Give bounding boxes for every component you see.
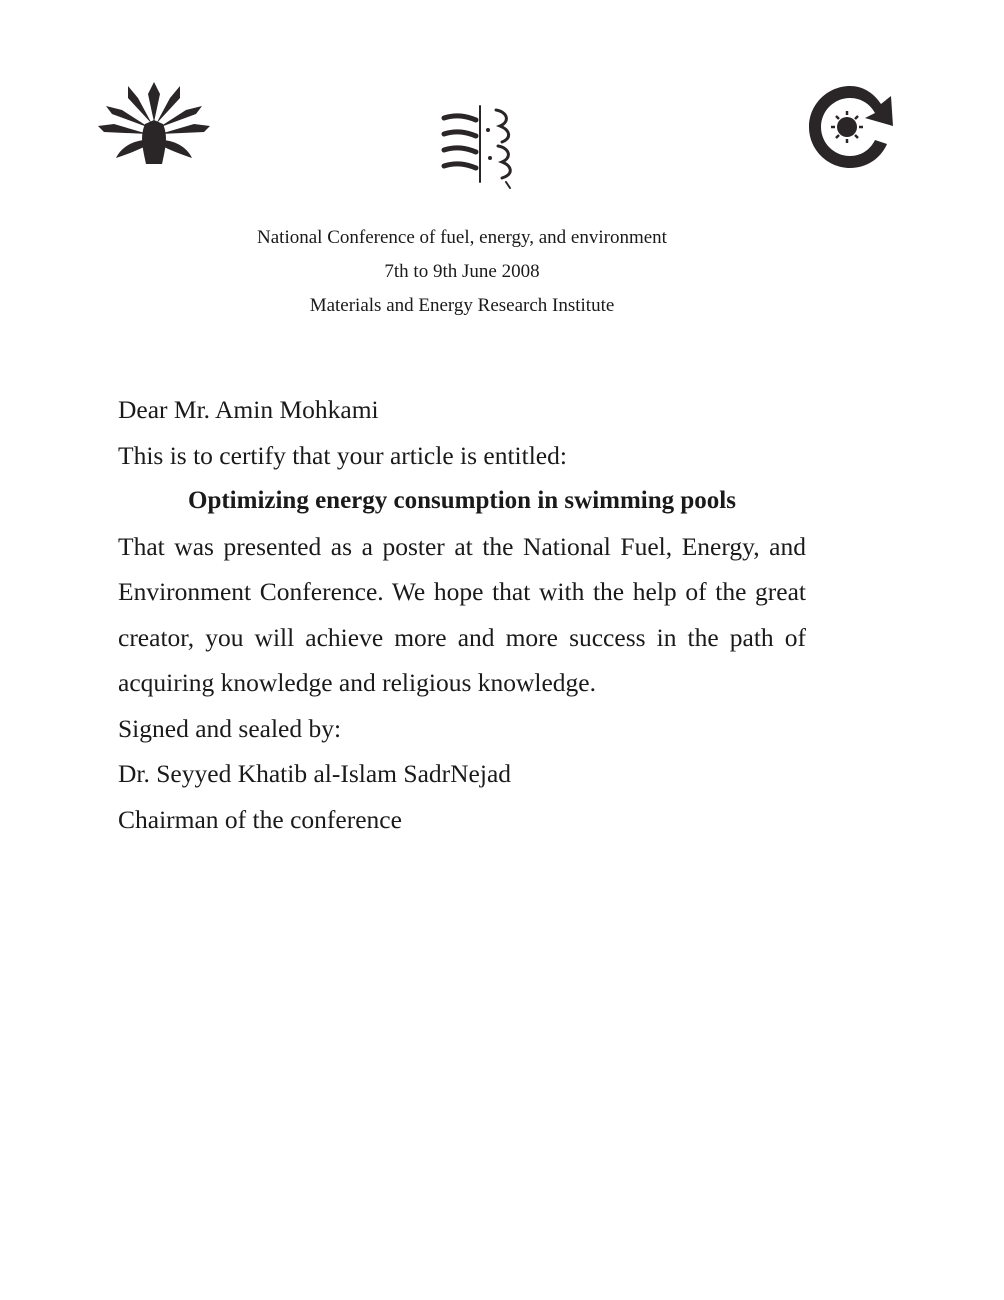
letter-body: That was presented as a poster at the National Fuel, Energy, and Environment Conference. We hope that with the help of the great creator, you will achieve more and more success in the path of acquiring knowledge and religious knowledge. xyxy=(118,531,806,697)
conference-dates: 7th to 9th June 2008 xyxy=(384,261,540,282)
calligraphy-emblem-icon xyxy=(436,102,530,192)
signatory-name: Dr. Seyyed Khatib al-Islam SadrNejad xyxy=(118,759,512,788)
signatory-role: Chairman of the conference xyxy=(118,804,402,834)
circular-arrow-seal-icon xyxy=(803,80,897,174)
certification-intro: This is to certify that your article is entitled: xyxy=(118,440,567,470)
article-title: Optimizing energy consumption in swimming pools xyxy=(188,487,736,514)
salutation: Dear Mr. Amin Mohkami xyxy=(118,395,379,424)
institute-name: Materials and Energy Research Institute xyxy=(309,295,615,316)
signed-by-label: Signed and sealed by: xyxy=(118,713,342,743)
conference-name: National Conference of fuel, energy, and environment xyxy=(257,227,667,248)
certificate-letter xyxy=(118,387,806,842)
flower-emblem-icon xyxy=(98,80,210,164)
conference-header xyxy=(0,221,924,323)
